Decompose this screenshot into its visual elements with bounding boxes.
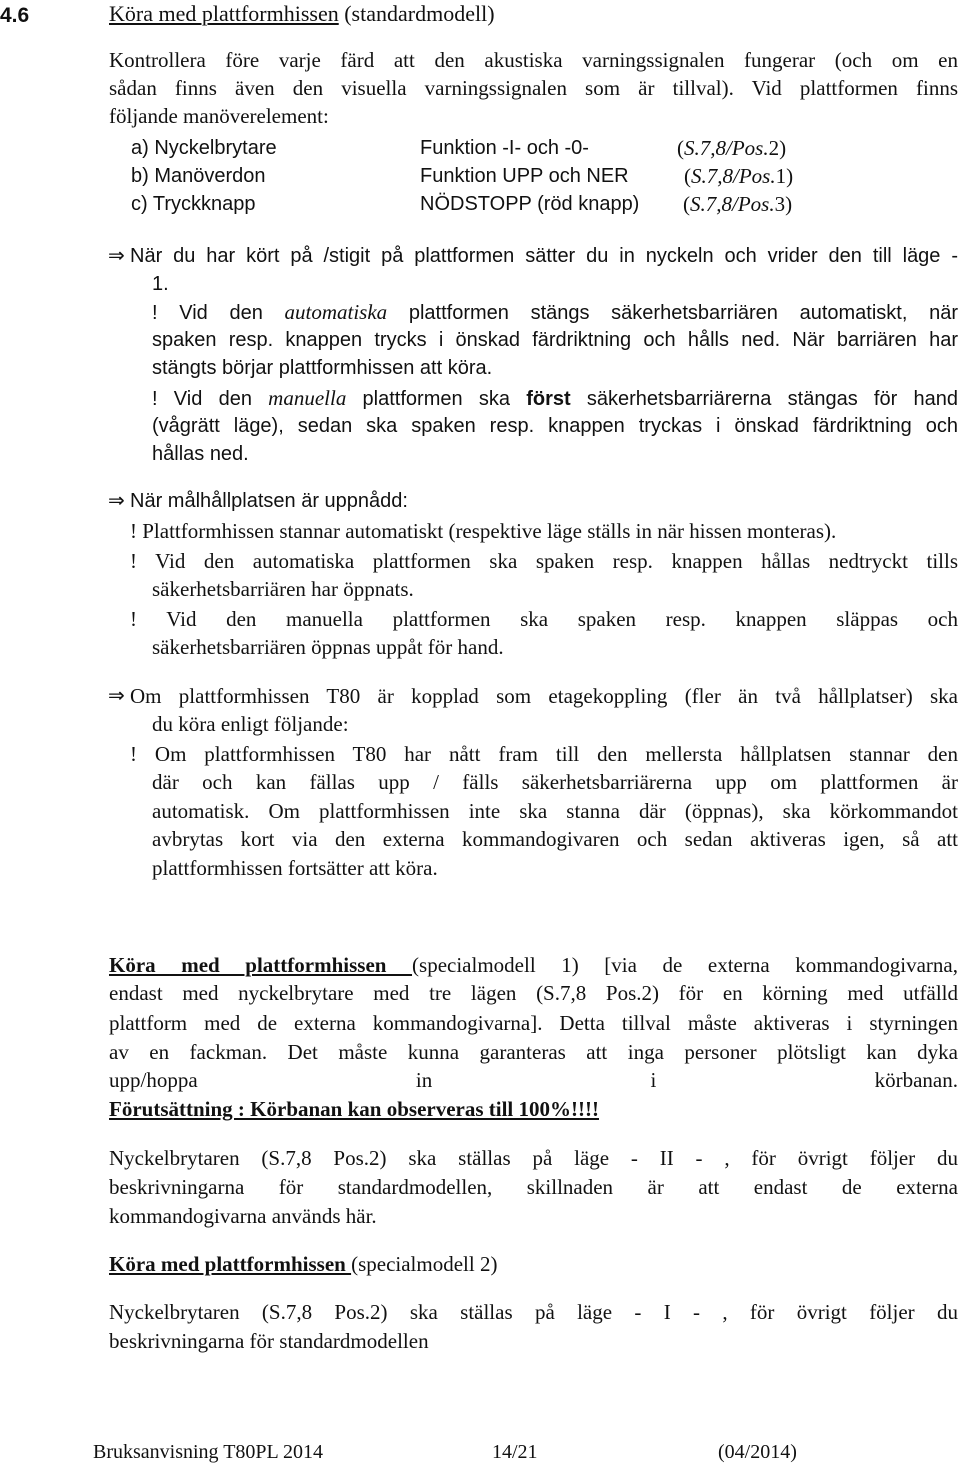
special2-line-2: beskrivningarna för standardmodellen	[109, 1329, 429, 1353]
auto-pre: ! Vid den	[152, 302, 285, 324]
arrow-icon: ⇒	[108, 685, 125, 707]
intro-line-1: Kontrollera före varje färd att den akustiska varningssignalen fungerar (och om en	[109, 48, 958, 72]
block1-manual-line-2: (vågrätt läge), sedan ska spaken resp. knappen tryckas i önskad färdriktning och	[152, 415, 958, 437]
section-title	[109, 0, 495, 28]
ref-open: (	[677, 136, 684, 160]
block3-line-7: plattformhissen fortsätter att köra.	[152, 856, 438, 880]
arrow-icon: ⇒	[108, 245, 125, 267]
ref-text: S.7,8/Pos.	[691, 164, 776, 188]
man-post: säkerhetsbarriärerna stängas för hand	[570, 388, 959, 410]
footer-left: Bruksanvisning T80PL 2014	[93, 1441, 324, 1463]
special1-p2-line-2: beskrivningarna för standardmodellen, skillnaden är att endast de externa	[109, 1175, 958, 1199]
block3-line-3: ! Om plattformhissen T80 har nått fram till den mellersta hållplatsen stannar den	[130, 742, 958, 766]
control-ref-key-switch	[677, 134, 786, 162]
ref-text: S.7,8/Pos.	[690, 192, 775, 216]
man-pre: ! Vid den	[152, 388, 269, 410]
control-function-joystick: Funktion UPP och NER	[420, 165, 629, 187]
block1-line-1: När du har kört på /stigit på plattformen sätter du in nyckeln och vrider den till läge -	[130, 245, 958, 267]
block2-line-1: ! Plattformhissen stannar automatiskt (respektive läge ställs in när hissen monteras).	[130, 519, 837, 543]
ref-num: 1	[775, 164, 787, 188]
special2-title-suffix: (specialmodell 2)	[351, 1252, 498, 1276]
special1-prerequisite: Förutsättning : Körbanan kan observeras till 100%!!!!	[109, 1097, 599, 1121]
special1-line-3: plattform med de externa kommandogivarna]. Detta tillval måste aktiveras i styrningen	[109, 1011, 958, 1035]
special1-line-1	[109, 951, 958, 979]
block2-heading: När målhållplatsen är uppnådd:	[130, 490, 408, 512]
control-label-joystick: b) Manöverdon	[131, 165, 266, 187]
control-label-key-switch: a) Nyckelbrytare	[131, 137, 277, 159]
section-number: 4.6	[0, 4, 30, 27]
special2-title: Köra med plattformhissen	[109, 1252, 352, 1276]
ref-num: 3	[774, 192, 786, 216]
ref-close: )	[785, 192, 793, 216]
special2-heading	[109, 1250, 497, 1278]
section-title-main: Köra med plattformhissen	[109, 1, 339, 26]
block3-line-6: avbrytas kort via den externa kommandogivaren och sedan aktiveras igen, så att	[152, 827, 958, 851]
man-bold: först	[526, 388, 571, 410]
special1-line-1-text: (specialmodell 1) [via de externa kommandogivarna,	[412, 953, 958, 977]
man-mid: plattformen ska	[346, 388, 527, 410]
block1-auto-line-1	[152, 298, 958, 327]
block2-line-4: ! Vid den manuella plattformen ska spaken resp. knappen släppas och	[130, 607, 958, 631]
control-ref-joystick	[684, 162, 793, 190]
special1-title: Köra med plattformhissen	[109, 953, 413, 977]
ref-open: (	[683, 192, 690, 216]
footer-right: (04/2014)	[718, 1441, 797, 1463]
special2-line-1: Nyckelbrytaren (S.7,8 Pos.2) ska ställas på läge - I - , för övrigt följer du	[109, 1300, 958, 1324]
ref-close: )	[786, 164, 794, 188]
control-label-push-button: c) Tryckknapp	[131, 193, 256, 215]
special1-line-4: av en fackman. Det måste kunna garanteras att inga personer plötsligt kan dyka	[109, 1040, 958, 1064]
ref-text: S.7,8/Pos.	[684, 136, 769, 160]
block1-manual-line-1	[152, 384, 958, 413]
block3-line-2: du köra enligt följande:	[152, 712, 349, 736]
arrow-icon: ⇒	[108, 490, 125, 512]
ref-num: 2	[768, 136, 780, 160]
block1-line-2: 1.	[152, 273, 169, 295]
special1-p2-line-1: Nyckelbrytaren (S.7,8 Pos.2) ska ställas på läge - II - , för övrigt följer du	[109, 1146, 958, 1170]
special1-p2-line-3: kommandogivarna används här.	[109, 1204, 377, 1228]
block2-line-5: säkerhetsbarriären öppnas uppåt för hand.	[152, 635, 504, 659]
section-title-suffix: (standardmodell)	[338, 1, 495, 26]
auto-emphasis: automatiska	[284, 300, 388, 324]
control-ref-push-button	[683, 190, 792, 218]
block3-line-4: där och kan fällas upp / fälls säkerhetsbarriärerna upp om plattformen är	[152, 770, 958, 794]
block2-line-3: säkerhetsbarriären har öppnats.	[152, 577, 414, 601]
footer-page-number: 14/21	[492, 1441, 538, 1463]
ref-open: (	[684, 164, 691, 188]
control-function-key-switch: Funktion -I- och -0-	[420, 137, 589, 159]
intro-line-2: sådan finns även den visuella varningssignalen som är tillval). Vid plattformen finns	[109, 76, 958, 100]
block2-line-2: ! Vid den automatiska plattformen ska spaken resp. knappen hållas nedtryckt tills	[130, 549, 958, 573]
man-emphasis: manuella	[268, 386, 347, 410]
block1-auto-line-3: stängts börjar plattformhissen att köra.	[152, 357, 493, 379]
auto-post: plattformen stängs säkerhetsbarriären automatiskt, när	[387, 302, 959, 324]
control-function-push-button: NÖDSTOPP (röd knapp)	[420, 193, 640, 215]
special1-line-5: upp/hoppa in i körbanan.	[109, 1068, 958, 1092]
ref-close: )	[779, 136, 787, 160]
block1-manual-line-3: hållas ned.	[152, 443, 249, 465]
intro-line-3: följande manöverelement:	[109, 104, 329, 128]
block3-line-5: automatisk. Om plattformhissen inte ska stanna där (öppnas), ska körkommandot	[152, 799, 958, 823]
block1-auto-line-2: spaken resp. knappen trycks i önskad färdriktning och hålls ned. När barriären har	[152, 329, 958, 351]
block3-line-1: Om plattformhissen T80 är kopplad som etagekoppling (fler än två hållplatser) ska	[130, 684, 958, 708]
special1-line-2: endast med nyckelbrytare med tre lägen (S.7,8 Pos.2) för en körning med utfälld	[109, 981, 958, 1005]
